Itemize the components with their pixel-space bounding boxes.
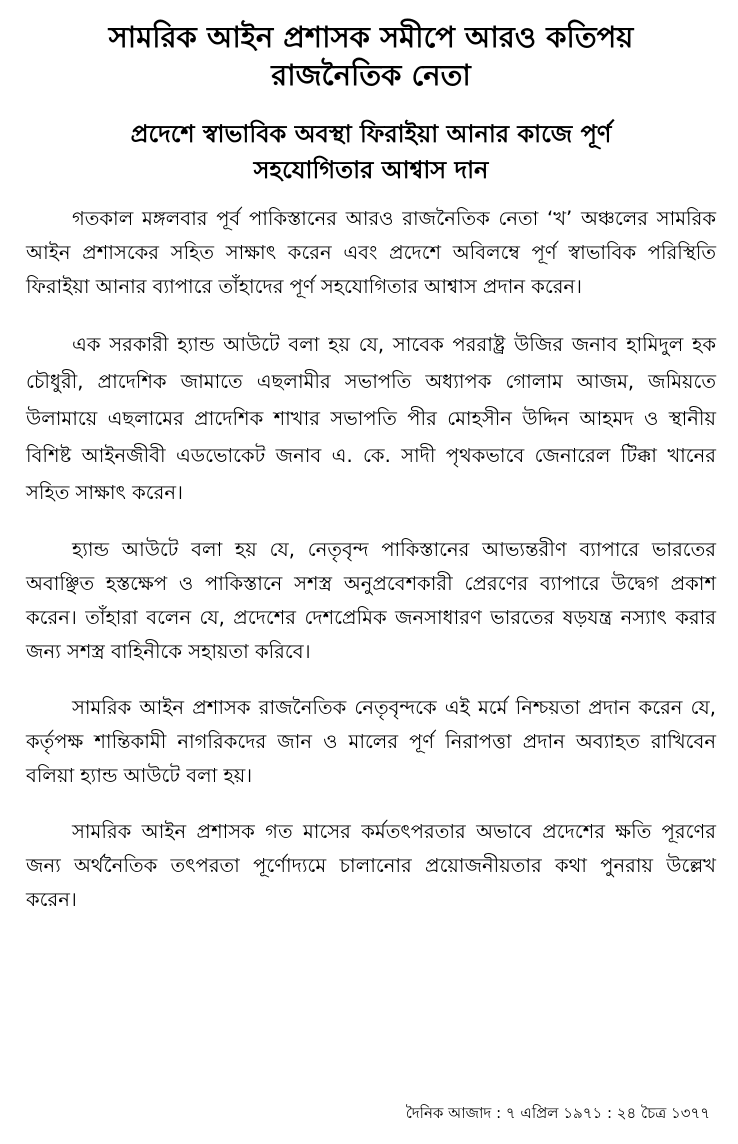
headline-line-2: রাজনৈতিক নেতা (271, 58, 471, 92)
headline (26, 14, 716, 94)
subheadline-line-2: সহযোগিতার আশ্বাস দান (253, 156, 489, 184)
source-citation: দৈনিক আজাদ : ৭ এপ্রিল ১৯৭১ : ২৪ চৈত্র ১৩৭৭ (405, 1104, 710, 1122)
paragraph-4: সামরিক আইন প্রশাসক রাজনৈতিক নেতৃবৃন্দকে এই মর্মে নিশ্চয়তা প্রদান করেন যে, কর্তৃপক্ষ শান্তিকামী নাগরিকদের জান ও মালের পূর্ণ নিরাপত্তা প্রদান অব্যাহত রাখিবেন বলিয়া হ্যান্ড আউটে বলা হয়। (26, 696, 716, 787)
article-body (26, 202, 716, 917)
paragraph-1: গতকাল মঙ্গলবার পূর্ব পাকিস্তানের আরও রাজনৈতিক নেতা ‘খ’ অঞ্চলের সামরিক আইন প্রশাসকের সহিত সাক্ষাৎ করেন এবং প্রদেশে অবিলম্বে পূর্ণ স্বাভাবিক পরিস্থিতি ফিরাইয়া আনার ব্যাপারে তাঁহাদের পূর্ণ সহযোগিতার আশ্বাস প্রদান করেন। (26, 207, 716, 298)
paragraph-5: সামরিক আইন প্রশাসক গত মাসের কর্মতৎপরতার অভাবে প্রদেশের ক্ষতি পূরণের জন্য অর্থনৈতিক তৎপরতা পূর্ণোদ্যমে চালানোর প্রয়োজনীয়তার কথা পুনরায় উল্লেখ করেন। (26, 820, 716, 911)
subheadline (26, 116, 716, 188)
headline-line-1: সামরিক আইন প্রশাসক সমীপে আরও কতিপয় (108, 20, 634, 54)
paragraph-3: হ্যান্ড আউটে বলা হয় যে, নেতৃবৃন্দ পাকিস্তানের আভ্যন্তরীণ ব্যাপারে ভারতের অবাঞ্ছিত হস্তক্ষেপ ও পাকিস্তানে সশস্ত্র অনুপ্রবেশকারী প্রেরণের ব্যাপারে উদ্বেগ প্রকাশ করেন। তাঁহারা বলেন যে, প্রদেশের দেশপ্রেমিক জনসাধারণ ভারতের ষড়যন্ত্র নস্যাৎ করার জন্য সশস্ত্র বাহিনীকে সহায়তা করিবে। (26, 538, 716, 663)
paragraph-2: এক সরকারী হ্যান্ড আউটে বলা হয় যে, সাবেক পররাষ্ট্র উজির জনাব হামিদুল হক চৌধুরী, প্রাদেশিক জামাতে এছলামীর সভাপতি অধ্যাপক গোলাম আজম, জমিয়তে উলামায়ে এছলামের প্রাদেশিক শাখার সভাপতি পীর মোহসীন উদ্দিন আহমদ ও স্থানীয় বিশিষ্ট আইনজীবী এডভোকেট জনাব এ. কে. সাদী পৃথকভাবে জেনারেল টিক্কা খানের সহিত সাক্ষাৎ করেন। (26, 333, 716, 504)
subheadline-line-1: প্রদেশে স্বাভাবিক অবস্থা ফিরাইয়া আনার কাজে পূর্ণ (130, 120, 612, 148)
